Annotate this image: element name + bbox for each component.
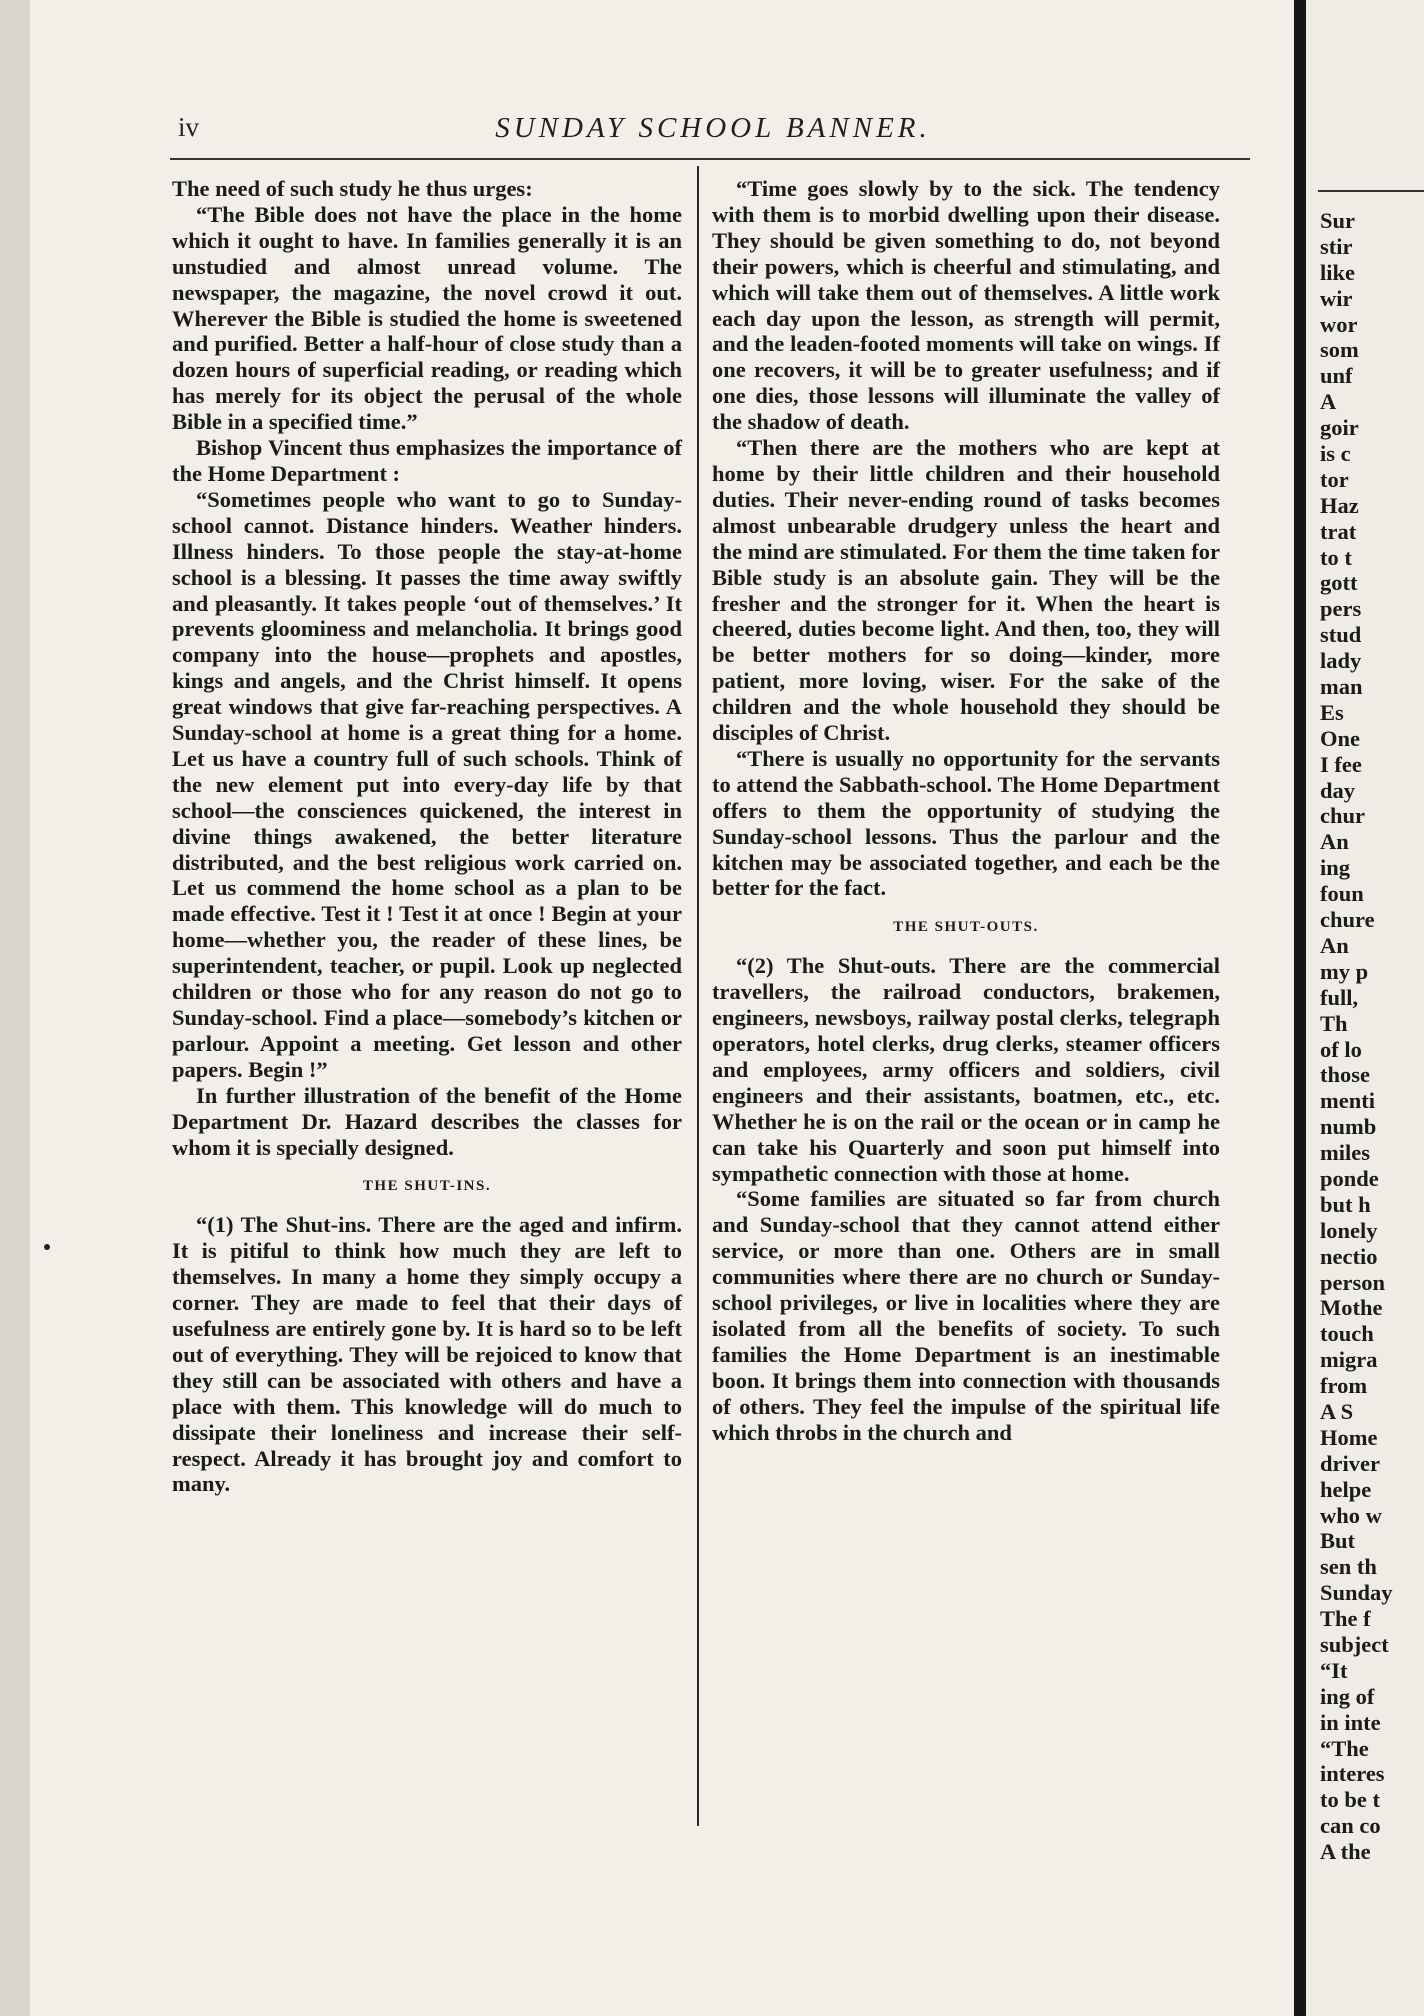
adjacent-page-line: to be t <box>1320 1787 1380 1813</box>
book-gutter <box>1294 0 1306 2016</box>
adjacent-page-line: The f <box>1320 1606 1371 1632</box>
adjacent-page-line: chur <box>1320 803 1365 829</box>
adjacent-page-line: person <box>1320 1269 1386 1295</box>
adjacent-page-line: som <box>1320 337 1359 363</box>
adjacent-page-line: migra <box>1320 1347 1378 1373</box>
adjacent-page-line: I fee <box>1320 751 1362 777</box>
adjacent-page-line: Haz <box>1320 492 1359 518</box>
paragraph: “There is usually no opportunity for the servants to attend the Sabbath-school. The Home Department offers to them the opportunity of studying the Sunday-school lessons. Thus the parlour and the kitchen may be associated together, and each be the better for the fact. <box>712 745 1220 901</box>
adjacent-page-line: day <box>1320 777 1356 803</box>
adjacent-page-line: miles <box>1320 1140 1370 1166</box>
adjacent-page-line: Sur <box>1320 208 1356 233</box>
paragraph: “(1) The Shut-ins. There are the aged and infirm. It is pitiful to think how much they are left to themselves. In many a home they simply occupy a corner. They are made to feel that their days of usefulness are entirely gone by. It is hard so to be left out of everything. They will be rejoiced to know that they still can be associated with others and have a place with them. This knowledge will do much to dissipate their loneliness and increase their self-respect. Already it has brought joy and comfort to many. <box>172 1212 682 1497</box>
adjacent-page-line: full, <box>1320 984 1359 1010</box>
paragraph: In further illustration of the benefit of the Home Department Dr. Hazard describes the classes for whom it is specially designed. <box>172 1082 682 1160</box>
adjacent-page-line: Th <box>1320 1010 1348 1036</box>
adjacent-page-line: sen th <box>1320 1554 1377 1580</box>
adjacent-page-line: driver <box>1320 1450 1380 1476</box>
adjacent-page-line: helpe <box>1320 1476 1372 1502</box>
adjacent-page-line: tor <box>1320 466 1349 492</box>
adjacent-page-line: to t <box>1320 544 1352 570</box>
adjacent-page-line: from <box>1320 1373 1368 1399</box>
running-head <box>178 112 1248 152</box>
paragraph: “Sometimes people who want to go to Sunday-school cannot. Distance hinders. Weather hinders. Illness hinders. To those people the stay-at-home school is a blessing. It passes the time away swiftly and pleasantly. It takes people ‘out of themselves.’ It prevents gloominess and melancholia. It brings good company into the house—prophets and apostles, kings and angels, and the Christ himself. It opens great windows that give far-reaching perspectives. A Sunday-school at home is a great thing for a home. Let us have a country full of such schools. Think of the new element put into every-day life by that school—the consciences quickened, the interest in divine things awakened, the better literature distributed, and the best religious work carried on. Let us commend the home school as a plan to be made effective. Test it ! Test it at once ! Begin at your home—whether you, the reader of these lines, be superintendent, teacher, or pupil. Look up neglected children or those who for any reason do not go to Sunday-school. Find a place—somebody’s kitchen or parlour. Appoint a meeting. Get lesson and other papers. Begin !” <box>172 486 682 1082</box>
adjacent-page-line: subject <box>1320 1631 1389 1657</box>
adjacent-page-line: A the <box>1320 1839 1371 1865</box>
paragraph: “Time goes slowly by to the sick. The tendency with them is to morbid dwelling upon their disease. They should be given something to do, not beyond their powers, which is cheerful and stimulating, and which will take them out of themselves. A little work each day upon the lesson, as strength will permit, and the leaden-footed moments will take on wings. If one recovers, it will be to greater usefulness; and if one dies, those lessons will illuminate the valley of the shadow of death. <box>712 176 1220 435</box>
adjacent-page-line: who w <box>1320 1502 1382 1528</box>
adjacent-page-line: trat <box>1320 518 1357 544</box>
adjacent-page-line: Home <box>1320 1424 1378 1450</box>
adjacent-page-line: stud <box>1320 622 1362 648</box>
adjacent-page-line: An <box>1320 829 1349 855</box>
adjacent-page-line: A S <box>1320 1398 1354 1424</box>
adjacent-page-line: those <box>1320 1062 1370 1088</box>
header-rule <box>170 158 1250 160</box>
adjacent-page-line: foun <box>1320 881 1364 907</box>
adjacent-page-line: but h <box>1320 1191 1371 1217</box>
adjacent-page-line: nectio <box>1320 1243 1378 1269</box>
adjacent-page-line: wir <box>1320 285 1353 311</box>
adjacent-page-line: man <box>1320 674 1363 700</box>
adjacent-page-line: But <box>1320 1528 1356 1554</box>
adjacent-page-line: A <box>1320 389 1337 415</box>
adjacent-page-line: menti <box>1320 1088 1375 1114</box>
adjacent-page-line: like <box>1320 259 1356 285</box>
adjacent-page-edge <box>1306 0 1424 2016</box>
column-divider <box>697 166 699 1826</box>
adjacent-page-line: gott <box>1320 570 1358 596</box>
adjacent-page-line: Es <box>1320 699 1344 725</box>
adjacent-page-line: interes <box>1320 1761 1385 1787</box>
adjacent-page-line: “The <box>1320 1735 1369 1761</box>
adjacent-page-line: An <box>1320 932 1349 958</box>
section-heading-shut-ins: THE SHUT-INS. <box>362 1178 492 1195</box>
left-column <box>172 176 682 1497</box>
adjacent-page-line: Mothe <box>1320 1295 1383 1321</box>
paragraph: “(2) The Shut-outs. There are the commercial travellers, the railroad conductors, brakemen, engineers, newsboys, railway postal clerks, telegraph operators, hotel clerks, drug clerks, steamer officers and employees, army officers and soldiers, civil engineers and their assistants, boatmen, etc., etc. Whether he is on the rail or the ocean or in camp he can take his Quarterly and soon put himself into sympathetic connection with those at home. <box>712 953 1220 1186</box>
paragraph: Bishop Vincent thus emphasizes the importance of the Home Department : <box>172 435 682 486</box>
paragraph: “Then there are the mothers who are kept at home by their little children and their household duties. Their never-ending round of tasks becomes almost unbearable drudgery unless the heart and the mind are stimulated. For them the time taken for Bible study is an absolute gain. They will be the fresher and the stronger for it. When the heart is cheered, duties become light. And then, too, they will be better mothers for so doing—kinder, more patient, more loving, wiser. For the sake of the children and the whole household they should be disciples of Christ. <box>712 435 1220 746</box>
adjacent-page-line: my p <box>1320 958 1369 984</box>
adjacent-page-line: in inte <box>1320 1709 1381 1735</box>
adjacent-page-line: “It <box>1320 1657 1348 1683</box>
adjacent-page-line: pers <box>1320 596 1362 622</box>
paragraph: “The Bible does not have the place in the home which it ought to have. In families generally it is an unstudied and almost unread volume. The newspaper, the magazine, the novel crowd it out. Wherever the Bible is studied the home is sweetened and purified. Better a half-hour of close study than a dozen hours of superficial reading, or reading which has merely for its object the perusal of the whole Bible in a specified time.” <box>172 201 682 435</box>
adjacent-page-line: of lo <box>1320 1036 1362 1062</box>
adjacent-page-line: goir <box>1320 415 1359 441</box>
ink-speck <box>44 1244 50 1250</box>
page-number: iv <box>178 112 200 142</box>
adjacent-page-line: lady <box>1320 648 1362 674</box>
adjacent-page-line: stir <box>1320 233 1353 259</box>
section-heading-shut-outs: THE SHUT-OUTS. <box>893 919 1039 936</box>
adjacent-page-line: unf <box>1320 363 1353 389</box>
adjacent-page-line: lonely <box>1320 1217 1378 1243</box>
paragraph: The need of such study he thus urges: <box>172 176 533 201</box>
paragraph: “Some families are situated so far from church and Sunday-school that they cannot attend either service, or more than one. Others are in small communities where there are no church or Sunday-school privileges, or live in localities where they are isolated from all the benefits of society. To such families the Home Department is an inestimable boon. It brings them into connection with thousands of others. They feel the impulse of the spiritual life which throbs in the church and <box>712 1186 1220 1445</box>
adjacent-page-line: One <box>1320 725 1361 751</box>
adjacent-page-line: chure <box>1320 907 1375 933</box>
adjacent-page-line: ing of <box>1320 1683 1375 1709</box>
adjacent-page-line: can co <box>1320 1813 1381 1839</box>
adjacent-page-line: touch <box>1320 1321 1374 1347</box>
adjacent-page-line: is c <box>1320 441 1351 467</box>
adjacent-page-line: Sunday <box>1320 1580 1393 1606</box>
right-column <box>712 176 1220 1446</box>
adjacent-page-line: numb <box>1320 1114 1377 1140</box>
adjacent-page-line: ponde <box>1320 1165 1379 1191</box>
adjacent-page-rule <box>1318 190 1424 192</box>
adjacent-page-text <box>1320 208 1424 1865</box>
adjacent-page-line: ing <box>1320 855 1351 881</box>
adjacent-page-line: wor <box>1320 311 1358 337</box>
journal-title: SUNDAY SCHOOL BANNER. <box>495 112 931 144</box>
